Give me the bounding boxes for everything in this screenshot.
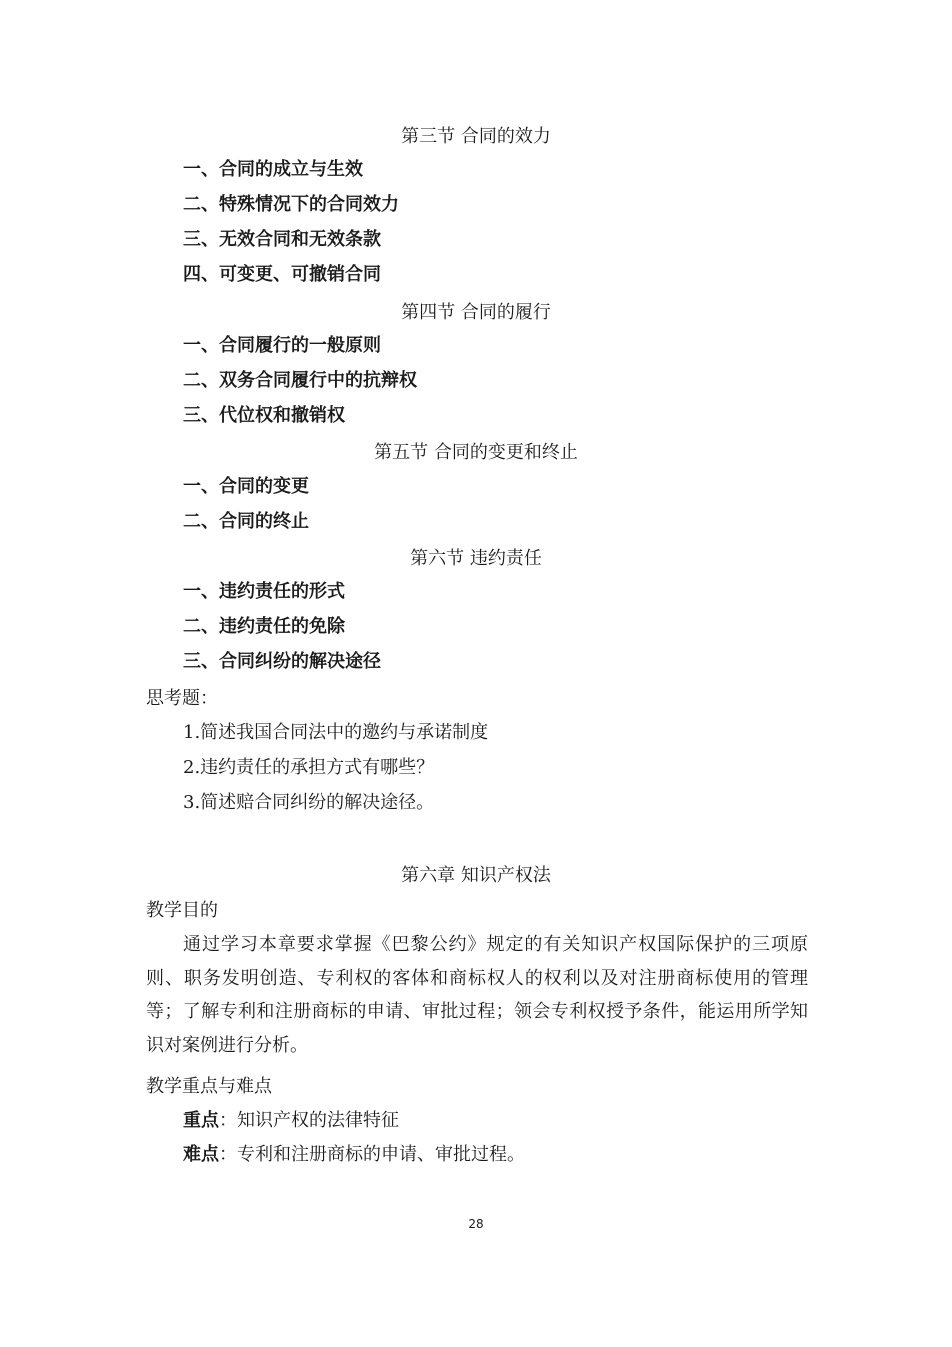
question-1: 1.简述我国合同法中的邀约与承诺制度 (183, 722, 489, 743)
section-3-item-3: 三、无效合同和无效条款 (183, 229, 381, 250)
teaching-goal-label: 教学目的 (146, 900, 218, 921)
section-4-item-1: 一、合同履行的一般原则 (183, 335, 381, 356)
teaching-goal-paragraph: 通过学习本章要求掌握《巴黎公约》规定的有关知识产权国际保护的三项原则、职务发明创造、专利权的客体和商标权人的权利以及对注册商标使用的管理等；了解专利和注册商标的申请、审批过程；领会专利权授予条件，能运用所学知识对案例进行分析。 (146, 934, 808, 1056)
section-4-item-3: 三、代位权和撤销权 (183, 405, 345, 426)
section-4-item-2: 二、双务合同履行中的抗辩权 (183, 370, 417, 391)
section-3-item-4: 四、可变更、可撤销合同 (183, 264, 381, 285)
section-5-item-2: 二、合同的终止 (183, 511, 309, 532)
section-6-item-1: 一、违约责任的形式 (183, 581, 345, 602)
difficulty-label: 难点 (183, 1144, 219, 1165)
section-3-title: 第三节 合同的效力 (401, 126, 551, 147)
section-6-item-3: 三、合同纠纷的解决途径 (183, 651, 381, 672)
key-points-label: 教学重点与难点 (146, 1076, 272, 1097)
question-2: 2.违约责任的承担方式有哪些？ (183, 757, 435, 778)
key-point-line (183, 1112, 399, 1130)
key-point-label: 重点 (183, 1110, 219, 1131)
section-4-title: 第四节 合同的履行 (401, 302, 551, 323)
section-6-item-2: 二、违约责任的免除 (183, 616, 345, 637)
section-5-title: 第五节 合同的变更和终止 (374, 442, 578, 463)
section-5-item-1: 一、合同的变更 (183, 476, 309, 497)
difficulty-line (183, 1146, 525, 1164)
section-3-item-1: 一、合同的成立与生效 (183, 159, 363, 180)
questions-label: 思考题： (146, 688, 218, 709)
section-6-title: 第六节 违约责任 (410, 548, 542, 569)
key-point-text: ：知识产权的法律特征 (219, 1110, 399, 1131)
difficulty-text: ：专利和注册商标的申请、审批过程。 (219, 1144, 525, 1165)
page-number: 28 (468, 1217, 484, 1231)
question-3: 3.简述赔合同纠纷的解决途径。 (183, 792, 435, 813)
section-3-item-2: 二、特殊情况下的合同效力 (183, 194, 399, 215)
chapter-6-title: 第六章 知识产权法 (401, 865, 551, 886)
